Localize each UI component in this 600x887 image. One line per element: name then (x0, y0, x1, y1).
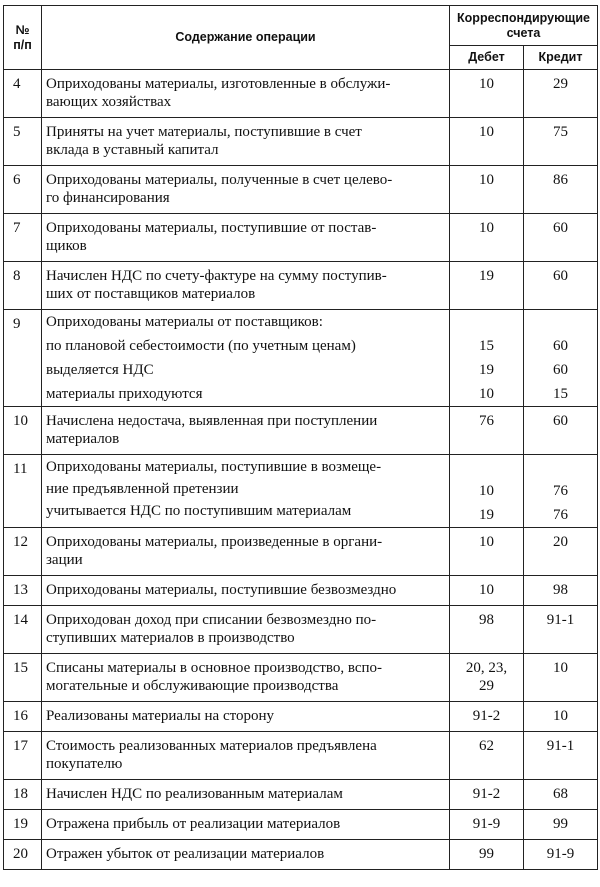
row-description (42, 166, 450, 214)
row-description (42, 654, 450, 702)
row-number: 13 (4, 576, 42, 606)
description-line: Оприходованы материалы, поступившие в возмеще- (46, 459, 382, 475)
description-line: ступивших материалов в производство (46, 630, 295, 646)
table-header (4, 6, 598, 70)
debit-value: 10 (479, 220, 494, 236)
header-accounts-line2: счета (506, 25, 541, 40)
debit-value: 91-9 (472, 816, 501, 832)
row-credit (524, 70, 598, 118)
table-row (4, 262, 598, 310)
credit-value: 60 (553, 338, 568, 354)
table-row (4, 407, 598, 455)
header-credit: Кредит (524, 46, 598, 70)
row-description (42, 606, 450, 654)
row-number: 18 (4, 780, 42, 810)
row-credit (524, 166, 598, 214)
row-number: 11 (4, 455, 42, 528)
table-row (4, 702, 598, 732)
row-credit (524, 840, 598, 870)
description-line: Отражена прибыль от реализации материалов (46, 816, 341, 832)
row-number: 4 (4, 70, 42, 118)
table-row (4, 810, 598, 840)
row-credit (524, 214, 598, 262)
row-number: 16 (4, 702, 42, 732)
row-debit (450, 702, 524, 732)
row-debit (450, 732, 524, 780)
credit-value: 10 (553, 660, 568, 676)
description-line: Отражен убыток от реализации материалов (46, 846, 325, 862)
header-accounts-line1: Корреспондирующие (457, 10, 590, 25)
description-line: могательные и обслуживающие производства (46, 678, 339, 694)
credit-value: 98 (553, 582, 568, 598)
row-credit (524, 702, 598, 732)
row-description (42, 810, 450, 840)
debit-value: 10 (479, 582, 494, 598)
description-line: Начислен НДС по реализованным материалам (46, 786, 343, 802)
debit-value: 10 (479, 172, 494, 188)
operations-table (3, 5, 598, 870)
credit-value: 60 (553, 268, 568, 284)
description-line: Списаны материалы в основное производство, вспо- (46, 660, 383, 676)
row-debit (450, 528, 524, 576)
description-line: го финансирования (46, 190, 170, 206)
description-line: Оприходованы материалы, произведенные в органи- (46, 534, 383, 550)
row-number: 8 (4, 262, 42, 310)
description-line: Реализованы материалы на сторону (46, 708, 275, 724)
row-description (42, 732, 450, 780)
description-line: Начислен НДС по счету-фактуре на сумму поступив- (46, 268, 387, 284)
row-number: 7 (4, 214, 42, 262)
debit-value: 29 (479, 678, 494, 694)
row-description (42, 576, 450, 606)
debit-value: 91-2 (472, 708, 501, 724)
row-debit (450, 310, 524, 407)
row-number: 20 (4, 840, 42, 870)
row-description (42, 840, 450, 870)
row-debit (450, 118, 524, 166)
table-row (4, 576, 598, 606)
row-debit (450, 214, 524, 262)
row-number: 10 (4, 407, 42, 455)
row-description (42, 262, 450, 310)
row-credit (524, 262, 598, 310)
row-number: 9 (4, 310, 42, 407)
credit-value: 20 (553, 534, 568, 550)
credit-value: 76 (553, 507, 568, 523)
credit-value: 10 (553, 708, 568, 724)
debit-value: 62 (479, 738, 494, 754)
credit-value: 86 (553, 172, 568, 188)
header-number (4, 6, 42, 70)
debit-value: 19 (479, 268, 494, 284)
debit-value: 19 (479, 507, 494, 523)
row-credit (524, 810, 598, 840)
credit-value: 91-9 (546, 846, 575, 862)
row-number: 5 (4, 118, 42, 166)
row-credit (524, 310, 598, 407)
credit-value: 68 (553, 786, 568, 802)
row-number: 15 (4, 654, 42, 702)
debit-value: 20, 23, (465, 660, 508, 676)
description-line: ние предъявленной претензии (46, 481, 239, 497)
debit-value: 10 (479, 124, 494, 140)
row-description (42, 702, 450, 732)
table-row (4, 732, 598, 780)
debit-value: 10 (479, 76, 494, 92)
debit-value (450, 455, 523, 479)
description-line: выделяется НДС (46, 362, 154, 378)
row-credit (524, 576, 598, 606)
credit-value (524, 455, 597, 479)
row-debit (450, 810, 524, 840)
credit-value: 15 (553, 386, 568, 402)
row-number: 17 (4, 732, 42, 780)
row-description (42, 780, 450, 810)
table-row (4, 214, 598, 262)
table-row (4, 118, 598, 166)
description-line: учитывается НДС по поступившим материалам (46, 503, 352, 519)
row-description (42, 455, 450, 528)
table-row (4, 528, 598, 576)
debit-value: 19 (479, 362, 494, 378)
row-credit (524, 606, 598, 654)
row-credit (524, 780, 598, 810)
description-line: материалы приходуются (46, 386, 203, 402)
row-description (42, 310, 450, 407)
header-number-line2: п/п (13, 37, 32, 52)
debit-value: 15 (479, 338, 494, 354)
header-number-line1: № (15, 22, 30, 37)
table-row (4, 70, 598, 118)
debit-value: 99 (479, 846, 494, 862)
row-description (42, 214, 450, 262)
table-body (4, 70, 598, 870)
row-description (42, 118, 450, 166)
row-credit (524, 528, 598, 576)
row-description (42, 528, 450, 576)
row-debit (450, 654, 524, 702)
description-line: Оприходованы материалы, поступившие от постав- (46, 220, 377, 236)
header-content: Содержание операции (42, 6, 450, 70)
description-line: Оприходованы материалы, полученные в счет целево- (46, 172, 393, 188)
credit-value: 60 (553, 413, 568, 429)
row-debit (450, 780, 524, 810)
credit-value: 29 (553, 76, 568, 92)
row-debit (450, 166, 524, 214)
debit-value (450, 310, 523, 334)
description-line: материалов (46, 431, 120, 447)
table-row (4, 166, 598, 214)
description-line: Стоимость реализованных материалов предъявлена (46, 738, 377, 754)
table-row (4, 310, 598, 407)
debit-value: 10 (479, 386, 494, 402)
description-line: Оприходован доход при списании безвозмездно по- (46, 612, 377, 628)
row-number: 19 (4, 810, 42, 840)
row-debit (450, 262, 524, 310)
credit-value: 76 (553, 483, 568, 499)
table-row (4, 840, 598, 870)
credit-value: 60 (553, 362, 568, 378)
row-credit (524, 407, 598, 455)
description-line: щиков (46, 238, 87, 254)
description-line: Оприходованы материалы, поступившие безвозмездно (46, 582, 397, 598)
debit-value: 10 (479, 483, 494, 499)
credit-value: 91-1 (546, 612, 575, 628)
debit-value: 98 (479, 612, 494, 628)
credit-value: 99 (553, 816, 568, 832)
row-debit (450, 576, 524, 606)
table-row (4, 606, 598, 654)
row-credit (524, 732, 598, 780)
debit-value: 91-2 (472, 786, 501, 802)
description-line: Оприходованы материалы от поставщиков: (46, 314, 323, 330)
description-line: Приняты на учет материалы, поступившие в счет (46, 124, 362, 140)
row-credit (524, 654, 598, 702)
debit-value: 10 (479, 534, 494, 550)
credit-value: 60 (553, 220, 568, 236)
credit-value: 91-1 (546, 738, 575, 754)
credit-value: 75 (553, 124, 568, 140)
table-row (4, 654, 598, 702)
row-credit (524, 118, 598, 166)
credit-value (524, 310, 597, 334)
row-description (42, 407, 450, 455)
table-row (4, 780, 598, 810)
row-number: 6 (4, 166, 42, 214)
row-debit (450, 70, 524, 118)
description-line: по плановой себестоимости (по учетным ценам) (46, 338, 356, 354)
row-debit (450, 407, 524, 455)
header-debit: Дебет (450, 46, 524, 70)
row-debit (450, 455, 524, 528)
row-debit (450, 840, 524, 870)
row-description (42, 70, 450, 118)
description-line: зации (46, 552, 83, 568)
row-number: 12 (4, 528, 42, 576)
description-line: вающих хозяйствах (46, 94, 172, 110)
description-line: вклада в уставный капитал (46, 142, 219, 158)
description-line: ших от поставщиков материалов (46, 286, 256, 302)
table-row (4, 455, 598, 528)
description-line: Начислена недостача, выявленная при поступлении (46, 413, 378, 429)
description-line: Оприходованы материалы, изготовленные в обслужи- (46, 76, 391, 92)
debit-value: 76 (479, 413, 494, 429)
description-line: покупателю (46, 756, 123, 772)
row-credit (524, 455, 598, 528)
row-number: 14 (4, 606, 42, 654)
header-accounts (450, 6, 598, 46)
row-debit (450, 606, 524, 654)
